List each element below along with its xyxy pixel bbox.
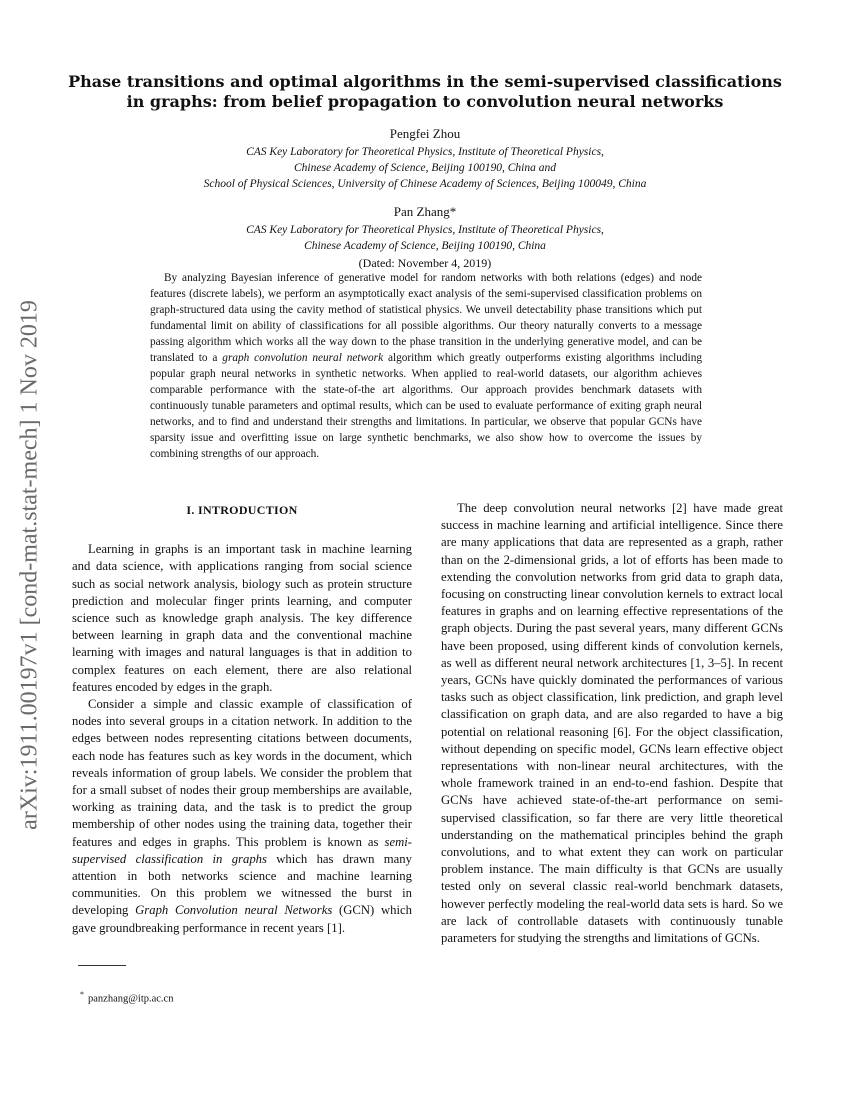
affiliation-line: CAS Key Laboratory for Theoretical Physics, Institute of Theoretical Physics, xyxy=(246,146,604,158)
left-column xyxy=(72,500,412,937)
affiliation-line: Chinese Academy of Science, Beijing 100190, China xyxy=(304,240,546,252)
footnote-divider xyxy=(78,965,126,966)
arxiv-sidebar xyxy=(0,240,60,890)
paragraph-text: (GCN) which gave groundbreaking performance in recent years [1]. xyxy=(72,903,412,935)
section-heading: I. INTRODUCTION xyxy=(186,503,298,517)
author-list xyxy=(100,126,750,271)
author-name: Pan Zhang* xyxy=(393,204,457,219)
affiliation-line: CAS Key Laboratory for Theoretical Physics, Institute of Theoretical Physics, xyxy=(246,224,604,236)
emphasis-text: semi-supervised classification in graphs xyxy=(72,834,412,866)
paragraph-text: which has drawn many attention in both networks science and machine learning communities. On this problem we witnessed the burst in developing xyxy=(72,851,412,918)
arxiv-identifier: arXiv:1911.00197v1 [cond-mat.stat-mech] 1 Nov 2019 xyxy=(16,300,43,830)
paper-title: Phase transitions and optimal algorithms in the semi-supervised classifications in graphs: from belief propagation to convolution neural networks xyxy=(68,72,782,111)
footnote-email: panzhang@itp.ac.cn xyxy=(88,993,174,1005)
footnote-mark: * xyxy=(80,990,84,999)
affiliation-line: Chinese Academy of Science, Beijing 100190, China and xyxy=(294,162,556,174)
intro-paragraph: Learning in graphs is an important task in machine learning and data science, with applications ranging from social science such as social network analysis, biology such as protein structure prediction and molecular finger prints learning, and computer science such as knowledge graph analysis. The key difference between learning in graph data and the conventional machine learning with images and natural languages is that in addition to complex features on each element, there are also relational features encoded by edges in the graph. xyxy=(72,542,412,694)
footnote xyxy=(80,990,173,1005)
right-column xyxy=(441,500,783,947)
abstract-emphasis: graph convolution neural network xyxy=(222,352,384,364)
intro-paragraph xyxy=(72,696,412,937)
author-name: Pengfei Zhou xyxy=(389,126,461,141)
author-block xyxy=(100,126,750,192)
intro-paragraph: The deep convolution neural networks [2] have made great success in machine learning and artificial intelligence. Since there are many applications that data are represented as a graph, rather than on the 2-dimensional grids, a lot of efforts has been made to extending the convolution networks from grid data to graph data, focusing on constructing linear convolution kernels to extract local features in graphs and on learning effective representations of the graph objects. During the past several years, many different GCNs have been proposed, using different kinds of convolution kernels, as well as different neural network architectures [1, 3–5]. In recent years, GCNs have quickly dominated the performances of various tasks such as object classification, link prediction, and graph level classification on graph data, and are also regarded to have a big potential on relational reasoning [6]. For the object classification, without depending on specific model, GCNs learn effective object representations with non-linear neural architectures, with the whole framework trained in an end-to-end fashion. Despite that GCNs have achieved state-of-the-art performance on semi-supervised classification, so far there are very little theoretical understanding on the mathematical principles behind the graph convolutions, and to what extent they can work on particular problem instance. The main difficulty is that GCNs are usually tested only on several classic real-world benchmark datasets, however perfectly modeling the real-world data sets is hard. So we are lack of controllable datasets with continuously tunable parameters for studying the strengths and limitations of GCNs. xyxy=(441,501,783,946)
affiliation-line: School of Physical Sciences, University of Chinese Academy of Sciences, Beijing 100049, China xyxy=(203,178,647,190)
emphasis-text: Graph Convolution neural Networks xyxy=(135,903,333,918)
dated-line: (Dated: November 4, 2019) xyxy=(358,256,492,270)
author-block xyxy=(100,204,750,271)
abstract xyxy=(150,270,702,462)
abstract-text: By analyzing Bayesian inference of generative model for random networks with both relations (edges) and node features (discrete labels), we perform an asymptotically exact analysis of the semi-supervised classification problems on graph-structured data using the cavity method of statistical physics. We unveil detectability phase transitions which put fundamental limit on ability of classifications for all possible algorithms. Our theory naturally converts to a message passing algorithm which works all the way down to the phase transition in the underlying generative model, and can be translated to a xyxy=(150,272,702,364)
abstract-text: algorithm which greatly outperforms existing algorithms including popular graph neural networks in synthetic networks. When applied to real-world datasets, our algorithm achieves comparable performance with the state-of-the art algorithms. Our approach provides benchmark datasets with continuously tunable parameters and optimal results, which can be used to evaluate performance of exiting graph neural networks, and to find and understand their strengths and limitations. In particular, we observe that popular GCNs have sparsity issue and overfitting issue on large synthetic benchmarks, we also show how to overcome the issues by combining strengths of our approach. xyxy=(150,352,702,460)
paragraph-text: Consider a simple and classic example of classification of nodes into several groups in a citation network. In addition to the edges between nodes representing citations between documents, each node has features such as key words in the document, which reveals information of group labels. We consider the problem that for a small subset of nodes their group memberships are available, working as training data, and the task is to predict the group membership of other nodes using the training data, together their features and edges in graphs. This problem is known as xyxy=(72,697,412,849)
